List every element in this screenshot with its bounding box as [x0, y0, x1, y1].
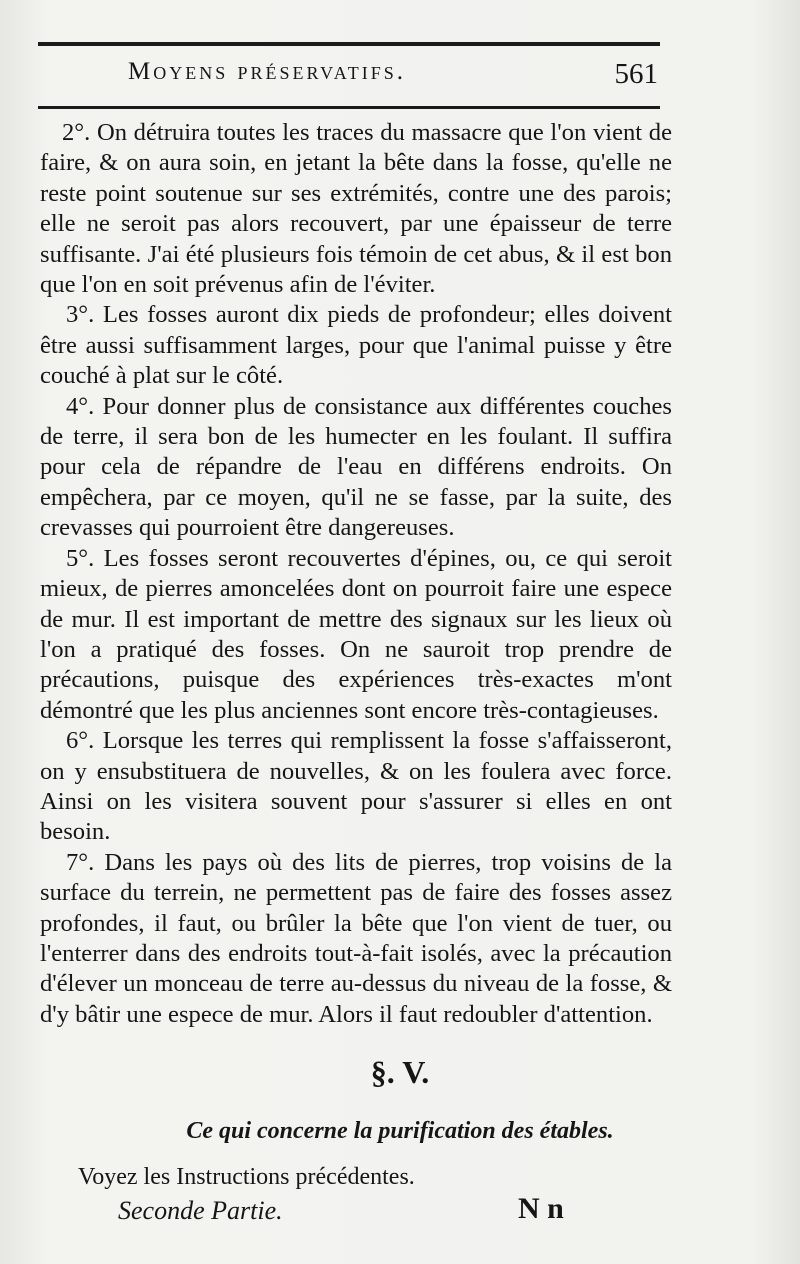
- header-bottom-rule: [38, 106, 660, 109]
- signature-mark: N n: [518, 1192, 564, 1225]
- paragraph-4: 4°. Pour donner plus de consistance aux différentes couches de terre, il sera bon de les humecter en les foulant. Il suffira pour cela de répandre de l'eau en différens endroits. On empêchera, par ce moyen, qu'il ne se fasse, par la suite, des crevasses qui pourroient être dangereuses.: [40, 392, 672, 542]
- signature-line: Seconde Partie.: [118, 1196, 283, 1225]
- page-number: 561: [614, 58, 658, 90]
- section-title: Ce qui concerne la purification des étables.: [186, 1118, 614, 1144]
- page-header: [128, 58, 660, 98]
- body-text: [40, 118, 672, 1030]
- paragraph-2: 2°. On détruira toutes les traces du massacre que l'on vient de faire, & on aura soin, en jetant la bête dans la fosse, qu'elle ne reste point soutenue sur ses extrémités, contre une des parois; elle ne seroit pas alors recouvert, par une épaisseur de terre suffisante. J'ai été plusieurs fois témoin de cet abus, & il est bon que l'on en soit prévenus afin de l'éviter.: [40, 119, 672, 299]
- paragraph-3: 3°. Les fosses auront dix pieds de profondeur; elles doivent être aussi suffisamment larges, pour que l'animal puisse y être couché à plat sur le côté.: [40, 301, 672, 390]
- paragraph-7: 7°. Dans les pays où des lits de pierres, trop voisins de la surface du terrein, ne permettent pas de faire des fosses assez profondes, il faut, ou brûler la bête que l'on vient de tuer, ou l'enterrer dans des endroits tout-à-fait isolés, avec la précaution d'élever un monceau de terre au-dessus du niveau de la fosse, & d'y bâtir une espece de mur. Alors il faut redoubler d'attention.: [40, 848, 672, 1028]
- reference-note: Voyez les Instructions précédentes.: [78, 1164, 415, 1190]
- paragraph-6: 6°. Lorsque les terres qui remplissent la fosse s'affaisseront, on y ensubstituera de nouvelles, & on les foulera avec force. Ainsi on les visitera souvent pour s'assurer si elles en ont besoin.: [40, 727, 672, 846]
- paragraph-5: 5°. Les fosses seront recouvertes d'épines, ou, ce qui seroit mieux, de pierres amoncelées dont on pourroit faire une espece de mur. Il est important de mettre des signaux sur les lieux où l'on a pratiqué des fosses. On ne sauroit trop prendre de précautions, puisque des expériences très-exactes m'ont démontré que les plus anciennes sont encore très-contagieuses.: [40, 544, 672, 724]
- header-top-rule: [38, 42, 660, 46]
- section-mark: §. V.: [370, 1054, 430, 1090]
- running-head: Moyens préservatifs.: [128, 58, 407, 85]
